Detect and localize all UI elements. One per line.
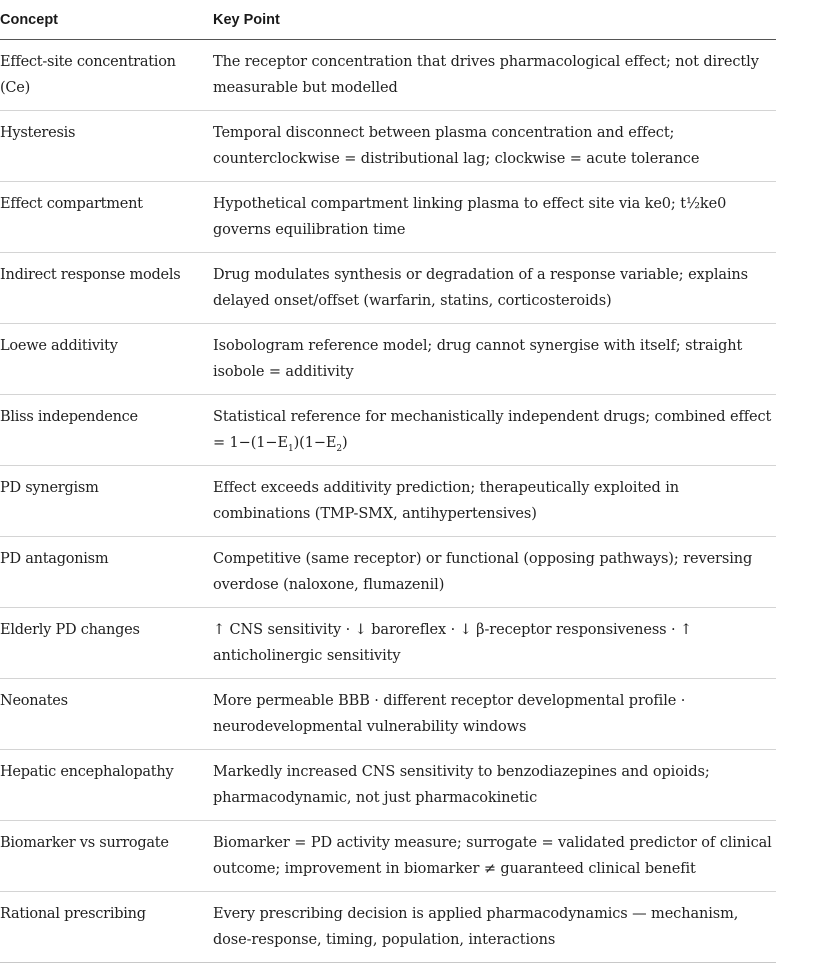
key-point-cell: Isobologram reference model; drug cannot synergise with itself; straight isobole = additivity	[196, 324, 776, 395]
concept-cell: Neonates	[0, 679, 196, 750]
table-row	[0, 253, 776, 324]
table-row	[0, 40, 776, 111]
table-row	[0, 537, 776, 608]
subscript-1: 1	[287, 443, 294, 454]
table-row	[0, 182, 776, 253]
key-point-cell: More permeable BBB · different receptor developmental profile · neurodevelopmental vulnerability windows	[196, 679, 776, 750]
table-row	[0, 608, 776, 679]
table-row	[0, 821, 776, 892]
table-row	[0, 892, 776, 963]
key-point-cell: Hypothetical compartment linking plasma to effect site via ke0; t½ke0 governs equilibration time	[196, 182, 776, 253]
concept-cell: Hepatic encephalopathy	[0, 750, 196, 821]
table-row	[0, 395, 776, 466]
concept-cell: Effect-site concentration (Ce)	[0, 40, 196, 111]
concept-cell: Effect compartment	[0, 182, 196, 253]
concept-cell: Indirect response models	[0, 253, 196, 324]
key-point-cell: Competitive (same receptor) or functional (opposing pathways); reversing overdose (naloxone, flumazenil)	[196, 537, 776, 608]
key-point-cell	[196, 395, 776, 466]
concept-cell: PD synergism	[0, 466, 196, 537]
concept-cell: Hysteresis	[0, 111, 196, 182]
concept-cell: Rational prescribing	[0, 892, 196, 963]
key-point-cell: Effect exceeds additivity prediction; therapeutically exploited in combinations (TMP-SMX, antihypertensives)	[196, 466, 776, 537]
bliss-formula-mid: )(1−E	[293, 435, 337, 451]
subscript-2: 2	[336, 443, 343, 454]
concept-cell: Loewe additivity	[0, 324, 196, 395]
concept-cell: Biomarker vs surrogate	[0, 821, 196, 892]
key-point-cell: Biomarker = PD activity measure; surrogate = validated predictor of clinical outcome; improvement in biomarker ≠ guaranteed clinical benefit	[196, 821, 776, 892]
key-point-cell: The receptor concentration that drives pharmacological effect; not directly measurable but modelled	[196, 40, 776, 111]
key-point-cell: Temporal disconnect between plasma concentration and effect; counterclockwise = distributional lag; clockwise = acute tolerance	[196, 111, 776, 182]
bliss-formula-end: )	[342, 435, 348, 451]
table-row	[0, 111, 776, 182]
table-row	[0, 679, 776, 750]
table-row	[0, 466, 776, 537]
column-header-key-point: Key Point	[196, 0, 776, 40]
table-header-row	[0, 0, 776, 40]
key-point-cell: Every prescribing decision is applied pharmacodynamics — mechanism, dose-response, timing, population, interactions	[196, 892, 776, 963]
table-row	[0, 750, 776, 821]
concept-cell: PD antagonism	[0, 537, 196, 608]
table-row	[0, 324, 776, 395]
concept-cell: Elderly PD changes	[0, 608, 196, 679]
key-point-cell: Markedly increased CNS sensitivity to benzodiazepines and opioids; pharmacodynamic, not just pharmacokinetic	[196, 750, 776, 821]
concept-cell: Bliss independence	[0, 395, 196, 466]
bliss-formula-text: Statistical reference for mechanistically independent drugs; combined effect = 1−(1−E	[213, 409, 772, 451]
key-point-cell: Drug modulates synthesis or degradation of a response variable; explains delayed onset/offset (warfarin, statins, corticosteroids)	[196, 253, 776, 324]
column-header-concept: Concept	[0, 0, 196, 40]
key-point-cell: ↑ CNS sensitivity · ↓ baroreflex · ↓ β-receptor responsiveness · ↑ anticholinergic sensitivity	[196, 608, 776, 679]
